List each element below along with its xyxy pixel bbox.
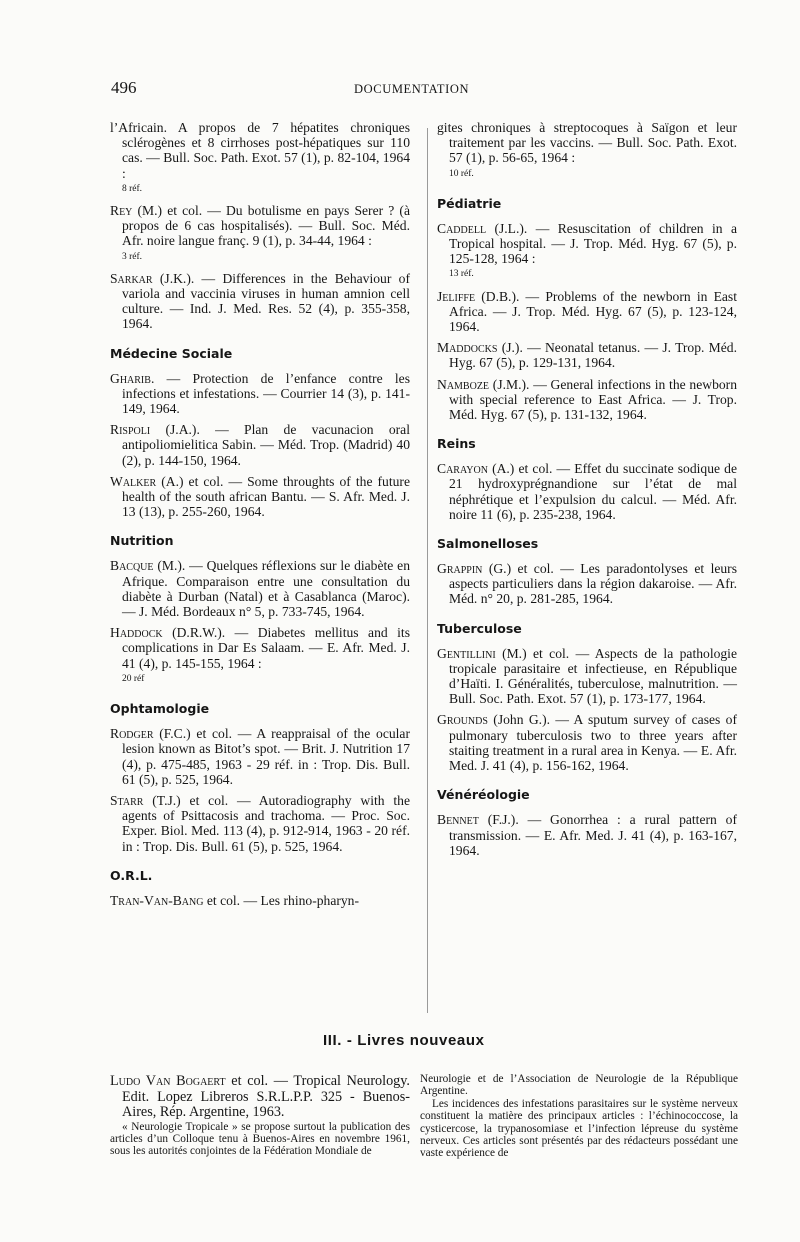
bibliography-entry bbox=[110, 474, 410, 520]
section-heading: Ophtamologie bbox=[110, 701, 210, 717]
entry-author: Bacque bbox=[110, 558, 154, 574]
entry-text: (J.A.). — Plan de vacunacion oral antipoliomielitica Sabin. — Méd. Trop. (Madrid) 40 (2), p. 144-150, 1964. bbox=[122, 422, 410, 468]
entry-author: Sarkar bbox=[110, 270, 153, 286]
entry-author: Rey bbox=[110, 203, 133, 219]
entry-text: (M.) et col. — Du botulisme en pays Serer ? (à propos de 6 cas hospitalisés). — Bull. Soc. Méd. Afr. noire langue franç. 9 (1), p. 34-44, 1964 : bbox=[122, 203, 410, 249]
bibliography-entry bbox=[437, 289, 737, 335]
bibliography-entry bbox=[110, 203, 410, 265]
entry-author: Haddock bbox=[110, 625, 163, 641]
bibliography-entry bbox=[110, 120, 410, 197]
bibliography-entry bbox=[437, 120, 737, 182]
bibliography-entry bbox=[437, 340, 737, 370]
section-heading: O.R.L. bbox=[110, 867, 153, 883]
running-head: DOCUMENTATION bbox=[354, 82, 470, 96]
entry-text: et col. — Les rhino-pharyn- bbox=[203, 892, 359, 908]
entry-text: (J.M.). — General infections in the newborn with special reference to East Africa. — J. Trop. Méd. Hyg. 67 (5), p. 131-132, 1964. bbox=[449, 376, 737, 423]
entry-text: (M.) et col. — Aspects de la pathologie tropicale parasitaire et infectieuse, en République d’Haïti. I. Généralités, tuberculose, malnutrition. — Bull. Soc. Path. Exot. 57 (1), p. 173-177, 1964. bbox=[449, 645, 737, 707]
bibliography-entry bbox=[110, 893, 410, 908]
entry-author: Rispoli bbox=[110, 422, 151, 438]
entry-author: Bennet bbox=[437, 812, 479, 828]
bibliography-entry bbox=[110, 558, 410, 619]
bibliography-entry bbox=[437, 646, 737, 707]
bibliography-entry bbox=[437, 461, 737, 522]
left-column bbox=[110, 120, 410, 914]
entry-text: (G.) et col. — Les paradontolyses et leurs aspects particuliers dans la région dakaroise. — Afr. Méd. n° 20, p. 281-285, 1964. bbox=[449, 561, 737, 607]
books-section-title: III. - Livres nouveaux bbox=[323, 1032, 485, 1049]
entry-text: (D.B.). — Problems of the newborn in East Africa. — J. Trop. Méd. Hyg. 67 (5), p. 123-124, 1964. bbox=[449, 288, 737, 335]
entry-text: (J.K.). — Differences in the Behaviour of variola and vaccinia viruses in human amnion cell culture. — Ind. J. Med. Res. 52 (4), p. 355-358, 1964. bbox=[122, 270, 410, 332]
entry-ref-count: 10 réf. bbox=[449, 168, 474, 179]
entry-author: Caddell bbox=[437, 220, 487, 236]
book-summary-left: « Neurologie Tropicale » se propose surtout la publication des articles d’un Colloque tenu à Buenos-Aires en novembre 1961, sous les autorités conjointes de la Fédération Mondiale de bbox=[110, 1120, 410, 1158]
entry-ref-count: 3 réf. bbox=[122, 251, 143, 262]
entry-author: Grappin bbox=[437, 561, 483, 577]
entry-text: . — Protection de l’enfance contre les infections et infestations. — Courrier 14 (3), p. 141-149, 1964. bbox=[122, 370, 410, 417]
entry-ref-count: 13 réf. bbox=[449, 269, 474, 280]
book-citation-text: et col. — Tropical Neurology. Edit. Lopez Libreros S.R.L.P.P. 325 - Buenos-Aires, Rép. Argentine, 1963. bbox=[122, 1073, 410, 1120]
book-citation bbox=[110, 1074, 410, 1121]
entry-author: Gentillini bbox=[437, 645, 496, 661]
section-heading: Pédiatrie bbox=[437, 195, 502, 211]
bibliography-entry bbox=[110, 793, 410, 854]
section-heading: Vénéréologie bbox=[437, 787, 530, 803]
entry-author: Namboze bbox=[437, 376, 490, 392]
entry-text: (J.). — Neonatal tetanus. — J. Trop. Méd. Hyg. 67 (5), p. 129-131, 1964. bbox=[449, 340, 737, 371]
section-heading: Médecine Sociale bbox=[110, 345, 233, 361]
entry-ref-count: 8 réf. bbox=[122, 183, 143, 194]
entry-text: (T.J.) et col. — Autoradiography with the agents of Psittacosis and trachoma. — Proc. Soc. Exper. Biol. Med. 113 (4), p. 912-914, 1963 - 20 réf. in : Trop. Dis. Bull. 61 (5), p. 525, 1964. bbox=[122, 792, 410, 854]
book-author: Ludo Van Bogaert bbox=[110, 1073, 226, 1089]
book-summary-right-1: Neurologie et de l’Association de Neurologie de la République Argentine. bbox=[420, 1073, 738, 1098]
entry-author: Starr bbox=[110, 792, 144, 808]
entry-author: Jeliffe bbox=[437, 288, 476, 304]
entry-text: (M.). — Quelques réflexions sur le diabète en Afrique. Comparaison entre une consultation du diabète à Durban (Natal) et à Casablanca (Maroc). — J. Méd. Bordeaux n° 5, p. 733-745, 1964. bbox=[122, 558, 410, 620]
entry-text: (F.C.) et col. — A reappraisal of the ocular lesion known as Bitot’s spot. — Brit. J. Nutrition 17 (4), p. 475-485, 1963 - 29 réf. in : Trop. Dis. Bull. 61 (5), p. 525, 1964. bbox=[122, 726, 410, 787]
bibliography-entry bbox=[110, 371, 410, 417]
entry-ref-count: 20 réf bbox=[122, 673, 145, 684]
entry-author: Maddocks bbox=[437, 340, 498, 356]
entry-text: l’Africain. A propos de 7 hépatites chroniques sclérogènes et 8 cirrhoses post-hépatiques sur 110 cas. — Bull. Soc. Path. Exot. 57 (1), p. 82-104, 1964 : bbox=[110, 120, 410, 181]
column-divider bbox=[427, 128, 428, 1013]
entry-text: gites chroniques à streptocoques à Saïgon et leur traitement par les vaccins. — Bull. Soc. Path. Exot. 57 (1), p. 56-65, 1964 : bbox=[437, 120, 737, 166]
entry-text: (D.R.W.). — Diabetes mellitus and its complications in Dar Es Salaam. — E. Afr. Med. J. 41 (4), p. 145-155, 1964 : bbox=[122, 625, 410, 671]
book-summary-right-2: Les incidences des infestations parasitaires sur le système nerveux constituent la matière des principaux articles : l’échinococcose, la cysticercose, la trypanosomiase et l’infection lépreuse du système nerveux. Ces articles sont présentés par des rédacteurs possédant une vaste expérience de bbox=[420, 1097, 738, 1160]
entry-author: Carayon bbox=[437, 461, 488, 477]
page-number: 496 bbox=[111, 78, 137, 97]
bibliography-entry bbox=[110, 271, 410, 332]
bibliography-entry bbox=[437, 377, 737, 423]
entry-author: Walker bbox=[110, 473, 157, 489]
right-column bbox=[437, 120, 737, 864]
bibliography-entry bbox=[437, 712, 737, 773]
bibliography-entry bbox=[437, 561, 737, 607]
entry-text: (John G.). — A sputum survey of cases of pulmonary tuberculosis two to three years after staiting treatment in a rural area in Kenya. — E. Afr. Med. J. 41 (4), p. 156-162, 1964. bbox=[449, 712, 737, 774]
entry-author: Grounds bbox=[437, 712, 488, 728]
section-heading: Nutrition bbox=[110, 533, 174, 549]
section-heading: Salmonelloses bbox=[437, 536, 539, 552]
book-entry-right bbox=[420, 1073, 738, 1160]
book-entry-left bbox=[110, 1074, 410, 1158]
entry-text: (J.L.). — Resuscitation of children in a Tropical hospital. — J. Trop. Méd. Hyg. 67 (5), p. 125-128, 1964 : bbox=[449, 220, 737, 267]
bibliography-entry bbox=[110, 422, 410, 468]
entry-author: Gharib bbox=[110, 370, 151, 386]
entry-text: (F.J.). — Gonorrhea : a rural pattern of transmission. — E. Afr. Med. J. 41 (4), p. 163-167, 1964. bbox=[449, 812, 737, 858]
bibliography-entry bbox=[437, 221, 737, 283]
entry-author: Tran-Van-Bang bbox=[110, 892, 204, 908]
bibliography-entry bbox=[110, 726, 410, 787]
entry-author: Rodger bbox=[110, 726, 154, 742]
section-heading: Reins bbox=[437, 436, 476, 452]
bibliography-entry bbox=[437, 812, 737, 858]
entry-text: (A.) et col. — Some throughts of the future health of the south african Bantu. — S. Afr. Med. J. 13 (13), p. 255-260, 1964. bbox=[122, 473, 410, 520]
section-heading: Tuberculose bbox=[437, 620, 522, 636]
entry-text: (A.) et col. — Effet du succinate sodique de 21 hydroxyprégnandione sur l’état de mal néphrétique et l’expulsion du calcul. — Méd. Afr. noire 11 (6), p. 235-238, 1964. bbox=[449, 461, 737, 522]
bibliography-entry bbox=[110, 625, 410, 687]
